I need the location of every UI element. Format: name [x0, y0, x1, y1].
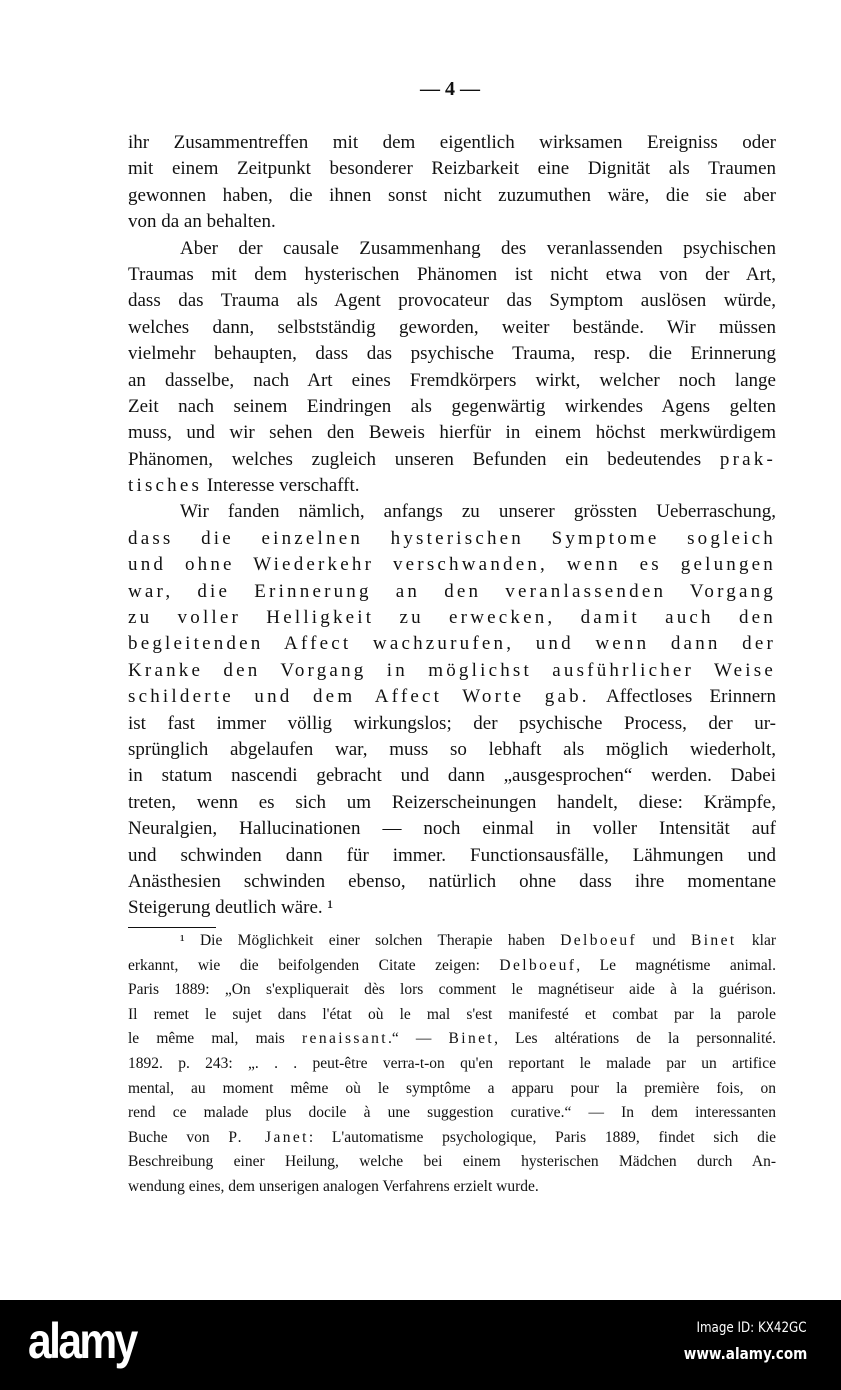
text-segment: , Le magnétisme animal.: [576, 956, 776, 974]
text-line: [128, 315, 776, 341]
text-segment: klar: [736, 932, 776, 949]
text-segment: Aber der causale Zusammenhang des veranlassenden psychischen: [180, 237, 776, 259]
spaced-text: und ohne Wiederkehr verschwanden, wenn es gelungen: [128, 554, 776, 576]
footnote-line: [128, 1150, 776, 1175]
text-line: [128, 473, 776, 499]
text-line: [128, 895, 776, 921]
text-segment: Interesse verschafft.: [202, 475, 360, 497]
text-segment: Wir fanden nämlich, anfangs zu unserer grössten Ueberraschung,: [180, 501, 776, 523]
text-segment: treten, wenn es sich um Reizerscheinungen handelt, diese: Krämpfe,: [128, 791, 776, 813]
footnote-line: [128, 1077, 776, 1102]
text-line: [128, 209, 776, 235]
alamy-logo: alamy: [28, 1313, 136, 1369]
text-line: [128, 843, 776, 869]
text-line: [128, 658, 776, 684]
text-segment: ¹ Die Möglichkeit einer solchen Therapie haben: [180, 932, 561, 949]
text-line: [128, 236, 776, 262]
text-line: [128, 183, 776, 209]
text-segment: Beschreibung einer Heilung, welche bei einem hysterischen Mädchen durch An-: [128, 1153, 776, 1171]
text-segment: mit einem Zeitpunkt besonderer Reizbarkeit eine Dignität als Traumen: [128, 158, 776, 180]
text-line: [128, 684, 776, 710]
text-segment: erkannt, wie die beifolgenden Citate zeigen:: [128, 956, 500, 974]
text-line: [128, 526, 776, 552]
spaced-text: Delboeuf: [499, 956, 577, 974]
text-segment: Paris 1889: „On s'expliquerait dès lors comment le magnétiseur aide à la guérison.: [128, 981, 776, 999]
text-segment: ihr Zusammentreffen mit dem eigentlich wirksamen Ereigniss oder: [128, 132, 776, 153]
footnote-line: [128, 1027, 776, 1052]
main-text: [128, 130, 776, 922]
text-segment: Steigerung deutlich wäre. ¹: [128, 897, 334, 919]
site-url: www.alamy.com: [683, 1344, 807, 1363]
watermark-banner: [0, 1300, 841, 1390]
text-segment: rend ce malade plus docile à une suggestion curative.“ — In dem interessanten: [128, 1104, 776, 1122]
text-line: [128, 869, 776, 895]
text-line: [128, 552, 776, 578]
text-line: [128, 394, 776, 420]
text-segment: wendung eines, dem unserigen analogen Verfahrens erzielt wurde.: [128, 1177, 539, 1195]
spaced-text: tisches: [128, 475, 203, 497]
text-line: [128, 420, 776, 446]
text-line: [128, 499, 776, 525]
text-line: [128, 737, 776, 763]
text-line: [128, 816, 776, 842]
image-id: Image ID: KX42GC: [696, 1320, 807, 1336]
footnote-line: [128, 954, 776, 979]
text-segment: in statum nascendi gebracht und dann „ausgesprochen“ werden. Dabei: [128, 765, 776, 787]
text-segment: vielmehr behaupten, dass das psychische Trauma, resp. die Erinnerung: [128, 343, 776, 365]
text-segment: an dasselbe, nach Art eines Fremdkörpers wirkt, welcher noch lange: [128, 369, 776, 391]
spaced-text: Delboeuf: [560, 932, 638, 949]
text-segment: 1892. p. 243: „. . . peut-être verra-t-on qu'en reportant le malade par un artifice: [128, 1054, 776, 1072]
text-line: [128, 288, 776, 314]
footnote-line: [128, 978, 776, 1003]
footnote-line: [128, 1003, 776, 1028]
text-line: [128, 130, 776, 156]
spaced-text: zu voller Helligkeit zu erwecken, damit auch den: [128, 607, 776, 629]
text-segment: welches dann, selbstständig geworden, weiter bestände. Wir müssen: [128, 316, 776, 338]
spaced-text: Binet: [690, 932, 737, 949]
text-line: [128, 262, 776, 288]
footnote-line: [128, 1101, 776, 1126]
text-segment: Affectloses Erinnern: [589, 686, 776, 708]
spaced-text: Kranke den Vorgang in möglichst ausführlicher Weise: [128, 659, 776, 681]
spaced-text: Binet: [448, 1030, 495, 1048]
text-segment: Zeit nach seinem Eindringen als gegenwärtig wirkendes Agens gelten: [128, 395, 776, 417]
text-line: [128, 711, 776, 737]
text-segment: , Les altérations de la personnalité.: [494, 1030, 777, 1048]
text-segment: mental, au moment même où le symptôme a apparu pour la première fois, on: [128, 1079, 776, 1097]
text-segment: Il remet le sujet dans l'état où le mal s'est manifesté et combat par la parole: [128, 1005, 776, 1023]
text-line: [128, 341, 776, 367]
footnote-line: [128, 1126, 776, 1151]
spaced-text: begleitenden Affect wachzurufen, und wenn dann der: [128, 633, 776, 655]
text-segment: ist fast immer völlig wirkungslos; der psychische Process, der ur-: [128, 712, 776, 734]
spaced-text: prak-: [719, 448, 776, 470]
text-segment: le même mal, mais: [128, 1030, 302, 1048]
text-line: [128, 156, 776, 182]
text-line: [128, 368, 776, 394]
text-line: [128, 790, 776, 816]
text-segment: .“ —: [387, 1030, 449, 1048]
spaced-text: schilderte und dem Affect Worte gab.: [128, 686, 590, 708]
text-segment: Phänomen, welches zugleich unseren Befunden ein bedeutendes: [128, 448, 720, 470]
text-segment: und: [637, 932, 691, 949]
spaced-text: dass die einzelnen hysterischen Symptome sogleich: [128, 527, 776, 549]
text-segment: muss, und wir sehen den Beweis hierfür in einem höchst merkwürdigem: [128, 422, 776, 444]
text-segment: sprünglich abgelaufen war, muss so lebhaft als möglich wiederholt,: [128, 738, 776, 760]
text-segment: Buche von: [128, 1128, 229, 1146]
text-line: [128, 579, 776, 605]
footnote-line: [128, 1052, 776, 1077]
footnote-line: [128, 1175, 776, 1200]
text-segment: und schwinden dann für immer. Functionsausfälle, Lähmungen und: [128, 844, 776, 866]
text-segment: gewonnen haben, die ihnen sonst nicht zuzumuthen wäre, die sie aber: [128, 184, 776, 206]
page-number: — 4 —: [420, 78, 480, 100]
text-segment: Neuralgien, Hallucinationen — noch einmal in voller Intensität auf: [128, 818, 776, 840]
text-line: [128, 447, 776, 473]
footnote: [128, 929, 776, 1200]
spaced-text: war, die Erinnerung an den veranlassenden Vorgang: [128, 580, 776, 602]
text-segment: : L'automatisme psychologique, Paris 1889, findet sich die: [308, 1128, 777, 1146]
spaced-text: renaissant: [301, 1030, 388, 1048]
text-line: [128, 763, 776, 789]
text-line: [128, 631, 776, 657]
text-segment: Traumas mit dem hysterischen Phänomen ist nicht etwa von der Art,: [128, 263, 776, 285]
spaced-text: P. Janet: [228, 1128, 309, 1146]
text-segment: Anästhesien schwinden ebenso, natürlich ohne dass ihre momentane: [128, 870, 776, 892]
footnote-divider: [128, 927, 216, 928]
text-segment: von da an behalten.: [128, 211, 276, 233]
text-segment: dass das Trauma als Agent provocateur das Symptom auslösen würde,: [128, 290, 776, 312]
text-line: [128, 605, 776, 631]
footnote-line: [128, 929, 776, 954]
